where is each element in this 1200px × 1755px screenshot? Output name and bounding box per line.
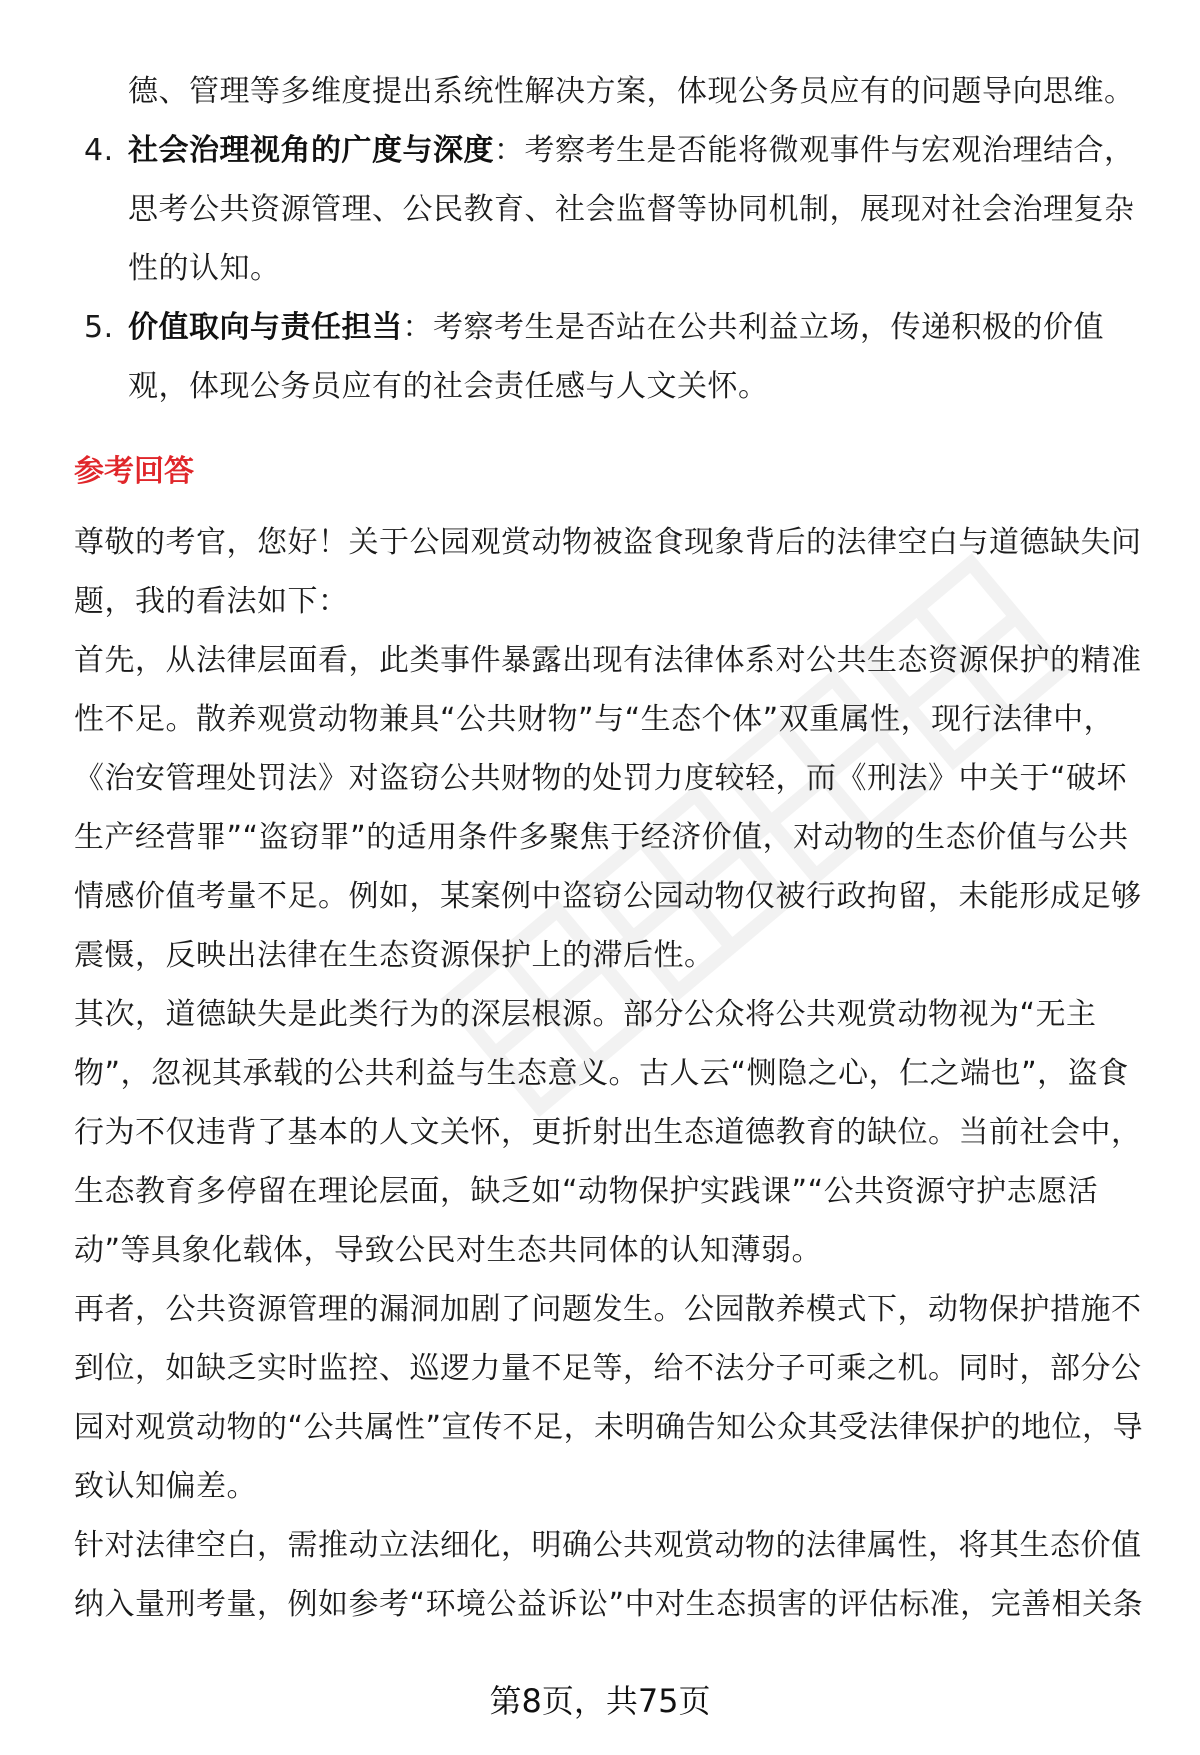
list-item-title: 社会治理视角的广度与深度	[128, 133, 494, 168]
list-item	[74, 121, 1144, 298]
list-continuation-line: 德、管理等多维度提出系统性解决方案，体现公务员应有的问题导向思维。	[128, 74, 1135, 109]
list-item-text: ：考察考生是否站在公共利益立场，传递积极的价值观，体现公务员应有的社会责任感与人文关怀。	[128, 310, 1104, 404]
answer-paragraph: 尊敬的考官，您好！关于公园观赏动物被盗食现象背后的法律空白与道德缺失问题，我的看法如下：	[74, 525, 1142, 619]
list-item-title: 价值取向与责任担当	[128, 310, 403, 345]
list-item-body	[128, 121, 1144, 298]
list-item	[74, 298, 1144, 416]
answer-paragraph: 首先，从法律层面看，此类事件暴露出现有法律体系对公共生态资源保护的精准性不足。散养观赏动物兼具“公共财物”与“生态个体”双重属性，现行法律中，《治安管理处罚法》对盗窃公共财物的处罚力度较轻，而《刑法》中关于“破坏生产经营罪”“盗窃罪”的适用条件多聚焦于经济价值，对动物的生态价值与公共情感价值考量不足。例如，某案例中盗窃公园动物仅被行政拘留，未能形成足够震慑，反映出法律在生态资源保护上的滞后性。	[74, 643, 1142, 973]
answer-paragraph: 针对法律空白，需推动立法细化，明确公共观赏动物的法律属性，将其生态价值纳入量刑考量，例如参考“环境公益诉讼”中对生态损害的评估标准，完善相关条	[74, 1528, 1144, 1622]
list-item-text: ：考察考生是否能将微观事件与宏观治理结合，思考公共资源管理、公民教育、社会监督等协同机制，展现对社会治理复杂性的认知。	[128, 133, 1135, 286]
list-item-number: 4.	[84, 133, 114, 168]
list-item-body	[128, 298, 1144, 416]
page-number-footer: 第8页，共75页	[489, 1682, 711, 1720]
answer-paragraph: 再者，公共资源管理的漏洞加剧了问题发生。公园散养模式下，动物保护措施不到位，如缺乏实时监控、巡逻力量不足等，给不法分子可乘之机。同时，部分公园对观赏动物的“公共属性”宣传不足，未明确告知公众其受法律保护的地位，导致认知偏差。	[74, 1292, 1144, 1504]
answer-paragraph: 其次，道德缺失是此类行为的深层根源。部分公众将公共观赏动物视为“无主物”，忽视其承载的公共利益与生态意义。古人云“恻隐之心，仁之端也”，盗食行为不仅违背了基本的人文关怀，更折射出生态道德教育的缺位。当前社会中，生态教育多停留在理论层面，缺乏如“动物保护实践课”“公共资源守护志愿活动”等具象化载体，导致公民对生态共同体的认知薄弱。	[74, 997, 1142, 1268]
reference-answer-heading: 参考回答	[74, 454, 194, 489]
document-body	[74, 62, 1144, 1634]
list-item-number: 5.	[84, 310, 114, 345]
